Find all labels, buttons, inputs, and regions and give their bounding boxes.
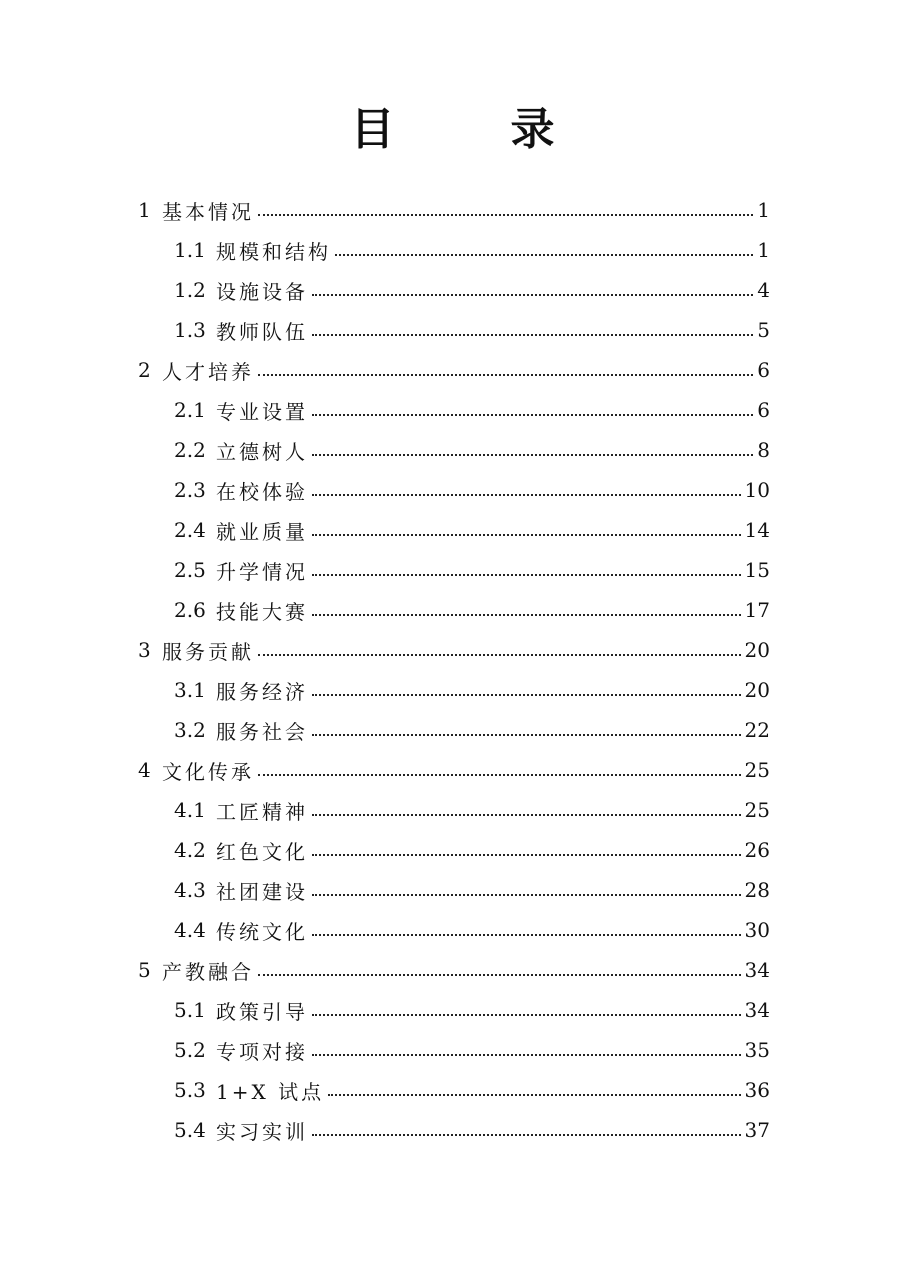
toc-entry-page-number: 34 (744, 998, 770, 1022)
toc-entry-page-number: 1 (757, 198, 770, 222)
dot-leader (312, 894, 741, 896)
toc-entry[interactable] (174, 830, 770, 870)
toc-entry[interactable] (174, 270, 770, 310)
toc-entry-number: 2.1 (174, 398, 206, 422)
toc-entry-page-number: 30 (744, 918, 770, 942)
toc-entry-page-number: 25 (744, 798, 770, 822)
toc-entry[interactable] (174, 390, 770, 430)
toc-entry-label: 在校体验 (216, 479, 308, 504)
toc-entry-number: 4 (138, 758, 151, 782)
dot-leader (312, 854, 741, 856)
toc-entry-page-number: 10 (744, 478, 770, 502)
toc-entry-label: 产教融合 (162, 959, 254, 984)
toc-entry-number: 2 (138, 358, 151, 382)
dot-leader (328, 1094, 740, 1096)
toc-entry-page-number: 35 (744, 1038, 770, 1062)
toc-entry-page-number: 1 (757, 238, 770, 262)
toc-entry-number: 2.4 (174, 518, 206, 542)
toc-entry-label: 教师队伍 (216, 319, 308, 344)
toc-entry-number: 5.2 (174, 1038, 206, 1062)
toc-entry-page-number: 25 (744, 758, 770, 782)
toc-entry-label: 红色文化 (216, 839, 308, 864)
toc-entry[interactable] (174, 870, 770, 910)
toc-entry[interactable] (174, 670, 770, 710)
toc-entry-label: 文化传承 (162, 759, 254, 784)
toc-entry[interactable] (174, 710, 770, 750)
toc-entry-label: 就业质量 (216, 519, 308, 544)
dot-leader (335, 254, 753, 256)
dot-leader (312, 454, 753, 456)
toc-entry-number: 2.5 (174, 558, 206, 582)
dot-leader (312, 734, 741, 736)
toc-entry[interactable] (174, 510, 770, 550)
dot-leader (312, 614, 741, 616)
toc-entry-label: 设施设备 (216, 279, 308, 304)
toc-entry-number: 4.4 (174, 918, 206, 942)
toc-entry-label: 政策引导 (216, 999, 308, 1024)
toc-entry-page-number: 8 (757, 438, 770, 462)
toc-entry[interactable] (174, 910, 770, 950)
toc-entry-page-number: 34 (744, 958, 770, 982)
toc-entry-label: 1+X 试点 (216, 1079, 325, 1104)
dot-leader (312, 334, 753, 336)
toc-entry-number: 5.4 (174, 1118, 206, 1142)
toc-entry-page-number: 20 (744, 638, 770, 662)
toc-entry-label: 专项对接 (216, 1039, 308, 1064)
toc-entry-number: 1 (138, 198, 151, 222)
toc-entry[interactable] (174, 1030, 770, 1070)
dot-leader (312, 1014, 741, 1016)
dot-leader (312, 574, 741, 576)
dot-leader (258, 214, 753, 216)
toc-entry-label: 专业设置 (216, 399, 308, 424)
toc-entry[interactable] (174, 550, 770, 590)
dot-leader (312, 294, 753, 296)
dot-leader (258, 654, 741, 656)
toc-entry-page-number: 6 (757, 358, 770, 382)
toc-entry-number: 5 (138, 958, 151, 982)
dot-leader (312, 1134, 741, 1136)
toc-entry-label: 立德树人 (216, 439, 308, 464)
toc-entry-number: 2.3 (174, 478, 206, 502)
toc-entry[interactable] (138, 950, 770, 990)
dot-leader (258, 774, 741, 776)
toc-entry[interactable] (174, 470, 770, 510)
toc-entry-number: 5.1 (174, 998, 206, 1022)
dot-leader (312, 494, 741, 496)
dot-leader (312, 414, 753, 416)
toc-entry-label: 服务社会 (216, 719, 308, 744)
toc-entry-label: 技能大赛 (216, 599, 308, 624)
toc-entry-label: 服务贡献 (162, 639, 254, 664)
toc-entry[interactable] (138, 630, 770, 670)
toc-entry-number: 1.3 (174, 318, 206, 342)
toc-entry-number: 2.6 (174, 598, 206, 622)
toc-entry[interactable] (174, 310, 770, 350)
page-title: 目 录 (350, 104, 591, 155)
toc-entry[interactable] (138, 190, 770, 230)
toc-entry-label: 人才培养 (162, 359, 254, 384)
toc-entry-page-number: 20 (744, 678, 770, 702)
toc-entry-label: 工匠精神 (216, 799, 308, 824)
toc-entry[interactable] (174, 990, 770, 1030)
toc-entry-page-number: 4 (757, 278, 770, 302)
toc-entry-page-number: 14 (744, 518, 770, 542)
toc-entry-page-number: 36 (744, 1078, 770, 1102)
toc-entry-label: 传统文化 (216, 919, 308, 944)
toc-entry-page-number: 37 (744, 1118, 770, 1142)
toc-entry-number: 3.1 (174, 678, 206, 702)
toc-entry-page-number: 15 (744, 558, 770, 582)
dot-leader (312, 934, 741, 936)
dot-leader (258, 974, 741, 976)
toc-entry-page-number: 28 (744, 878, 770, 902)
toc-entry-page-number: 17 (744, 598, 770, 622)
dot-leader (312, 694, 741, 696)
dot-leader (312, 814, 741, 816)
toc-entry-number: 1.1 (174, 238, 206, 262)
toc-entry-page-number: 26 (744, 838, 770, 862)
toc-entry-label: 社团建设 (216, 879, 308, 904)
dot-leader (258, 374, 753, 376)
toc-entry[interactable] (138, 750, 770, 790)
toc-entry[interactable] (174, 790, 770, 830)
toc-entry-label: 实习实训 (216, 1119, 308, 1144)
toc-entry-label: 规模和结构 (216, 239, 331, 264)
toc-entry-number: 4.3 (174, 878, 206, 902)
toc-entry-number: 4.2 (174, 838, 206, 862)
toc-entry[interactable] (174, 1110, 770, 1150)
toc-entry[interactable] (174, 590, 770, 630)
toc-entry-label: 升学情况 (216, 559, 308, 584)
toc-entry-page-number: 22 (744, 718, 770, 742)
dot-leader (312, 534, 741, 536)
toc-entry-number: 2.2 (174, 438, 206, 462)
toc-entry[interactable] (174, 430, 770, 470)
toc-entry-page-number: 5 (757, 318, 770, 342)
toc-entry-number: 4.1 (174, 798, 206, 822)
toc-entry[interactable] (174, 230, 770, 270)
toc-entry[interactable] (174, 1070, 770, 1110)
dot-leader (312, 1054, 741, 1056)
toc-entry[interactable] (138, 350, 770, 390)
toc-entry-label: 服务经济 (216, 679, 308, 704)
toc-entry-page-number: 6 (757, 398, 770, 422)
toc-entry-label: 基本情况 (162, 199, 254, 224)
toc-entry-number: 3.2 (174, 718, 206, 742)
toc-entry-number: 3 (138, 638, 151, 662)
toc-entry-number: 1.2 (174, 278, 206, 302)
toc-entry-number: 5.3 (174, 1078, 206, 1102)
